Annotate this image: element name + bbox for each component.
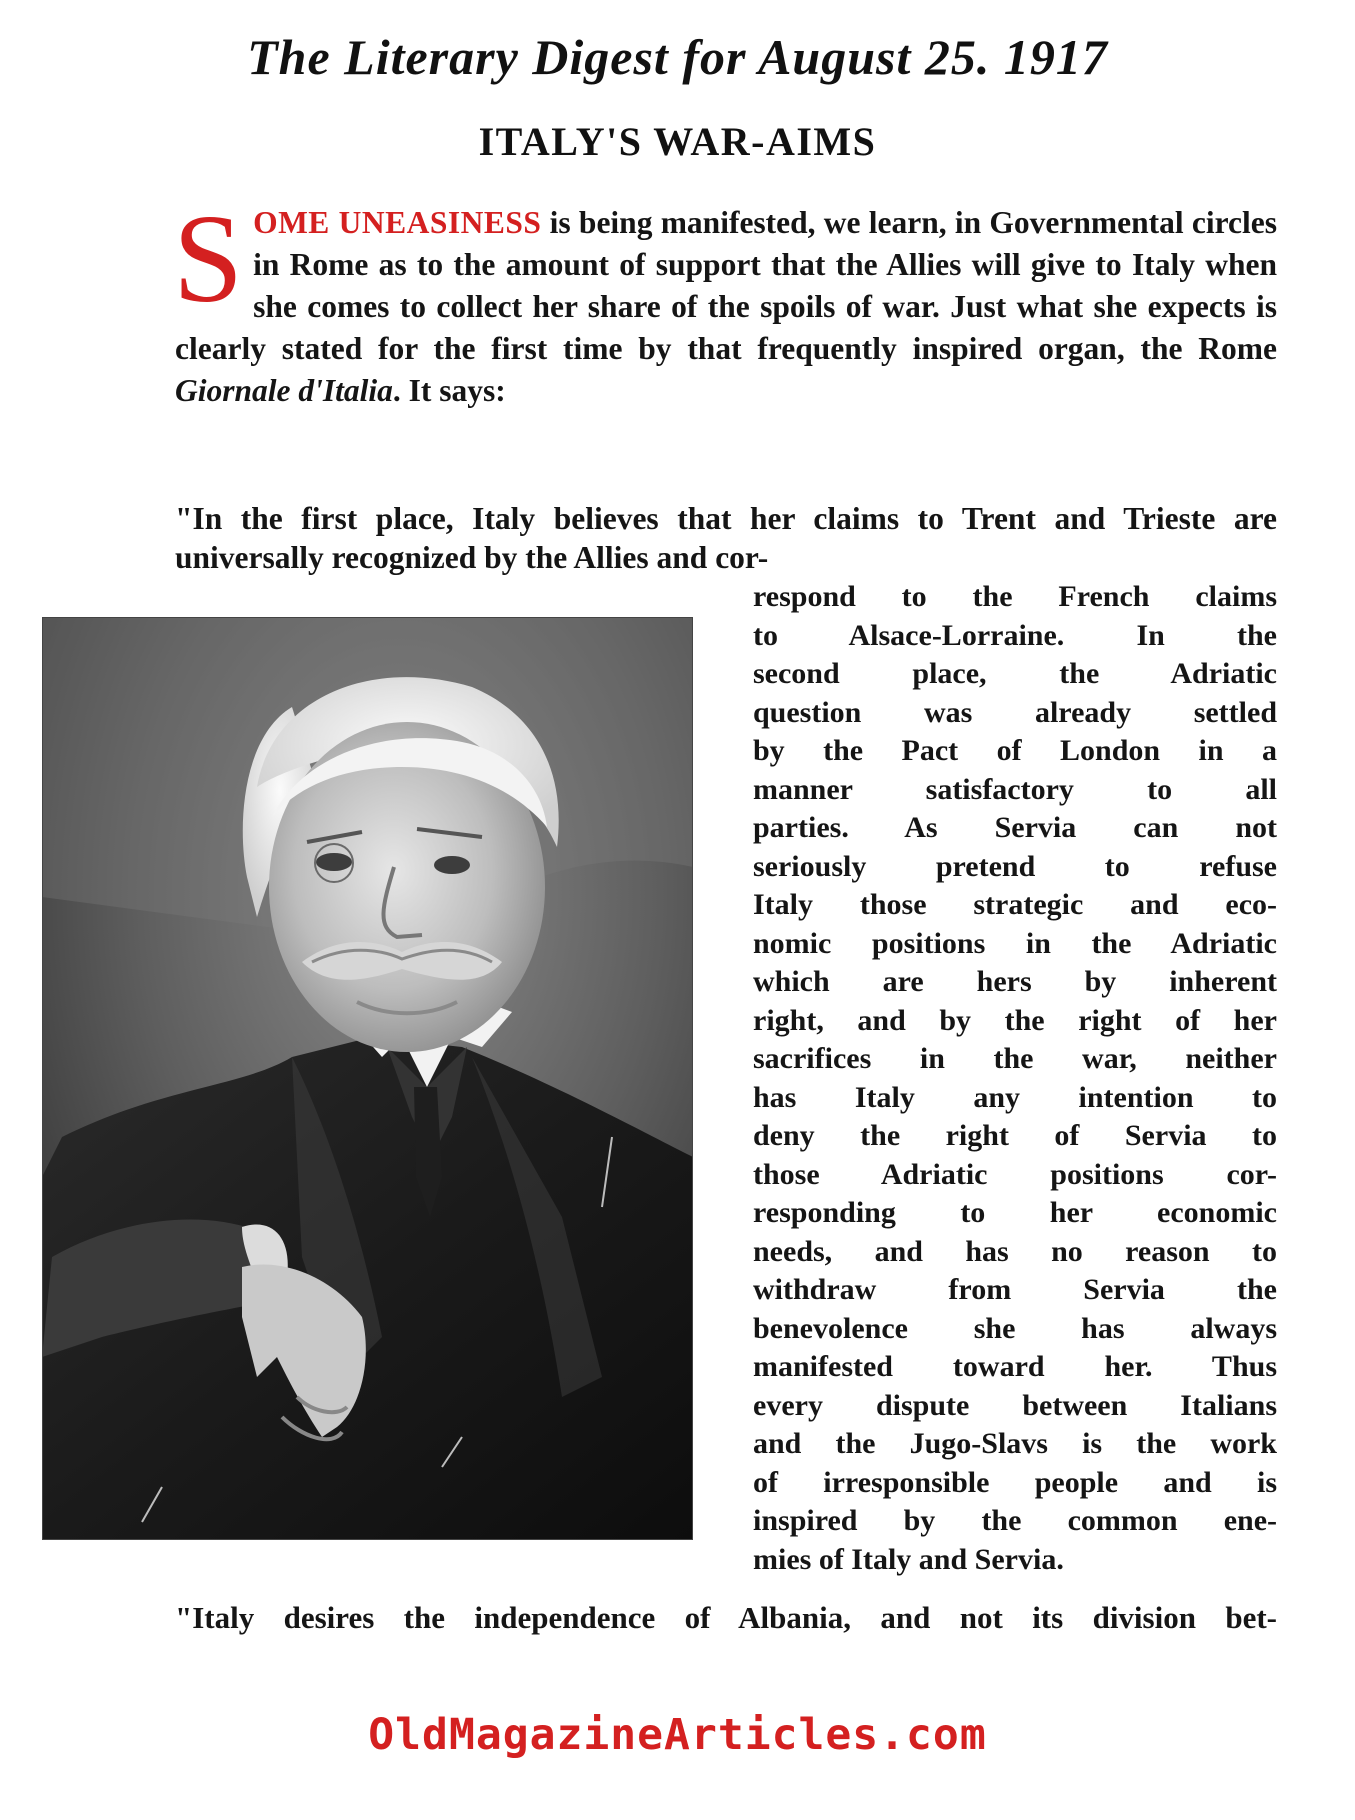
column-line: sacrifices in the war, neither (753, 1042, 1277, 1075)
column-line: question was already settled (753, 695, 1277, 729)
column-line: and the Jugo-Slavs is the work (753, 1427, 1277, 1460)
column-line: mies of Italy and Servia. (753, 1542, 1064, 1576)
quote-intro: "In the first place, Italy believes that her claims to Trent and Trieste are universally recognized by the Allies and cor- (175, 501, 1277, 575)
column-line: responding to her economic (753, 1196, 1277, 1229)
column-line: nomic positions in the Adriatic (753, 926, 1277, 960)
column-line: manner satisfactory to all (753, 772, 1277, 806)
lede-tail: . It says: (392, 373, 506, 408)
column-line: benevolence she has always (753, 1311, 1277, 1345)
column-line: of irresponsible people and is (753, 1465, 1277, 1499)
article-column (753, 578, 1277, 1579)
column-line: which are hers by inherent (753, 965, 1277, 998)
column-line: to Alsace-Lorraine. In the (753, 618, 1277, 652)
lede-text: is being manifested, we learn, in Governmental circles in Rome as to the amount of support that the Allies will give to Italy when she comes to collect her share of the spoils of war. Just what she expects is clearly stated for the first time by that frequently inspired organ, the Rome (175, 205, 1277, 366)
column-line: deny the right of Servia to (753, 1119, 1277, 1152)
column-line: inspired by the common ene- (753, 1504, 1277, 1537)
portrait-photo (42, 617, 693, 1540)
drop-cap: S (173, 190, 244, 329)
lead-in-caps: OME UNEASINESS (253, 205, 542, 240)
column-line: by the Pact of London in a (753, 734, 1277, 767)
column-line: seriously pretend to refuse (753, 849, 1277, 883)
column-line: manifested toward her. Thus (753, 1350, 1277, 1383)
quote-continued: "Italy desires the independence of Albania, and not its division bet- (175, 1600, 1277, 1635)
column-line: second place, the Adriatic (753, 657, 1277, 690)
column-line: needs, and has no reason to (753, 1234, 1277, 1268)
column-line: every dispute between Italians (753, 1388, 1277, 1422)
article-lede (173, 190, 1277, 412)
newspaper-name: Giornale d'Italia (175, 373, 393, 408)
column-line: those Adriatic positions cor- (753, 1157, 1277, 1191)
column-line: parties. As Servia can not (753, 811, 1277, 844)
column-line: withdraw from Servia the (753, 1273, 1277, 1306)
column-line: respond to the French claims (753, 580, 1277, 613)
column-line: has Italy any intention to (753, 1080, 1277, 1114)
column-line: Italy those strategic and eco- (753, 888, 1277, 921)
column-line: right, and by the right of her (753, 1003, 1277, 1037)
magazine-header: The Literary Digest for August 25. 1917 (247, 29, 1108, 85)
watermark-logo: OldMagazineArticles.com (368, 1710, 987, 1760)
article-title: ITALY'S WAR-AIMS (478, 119, 877, 164)
